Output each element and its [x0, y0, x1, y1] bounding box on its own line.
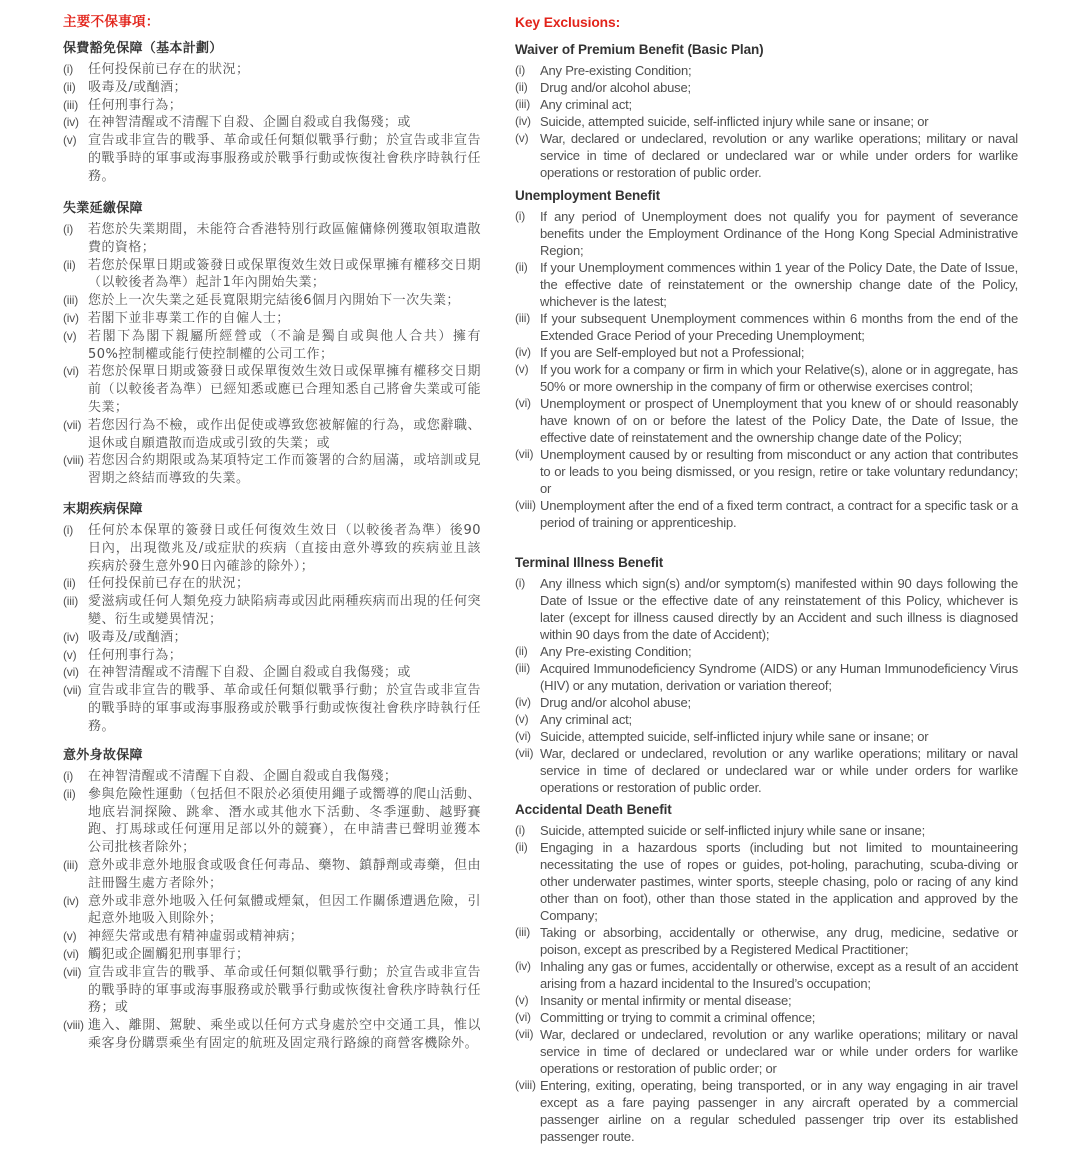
item-text: Unemployment or prospect of Unemployment that you knew of or should reasonably have known of on or before the latest of the Policy Date, the Date of Issue, the effective date of reinstatement and the ownership change date of the Policy;: [540, 396, 1018, 445]
exclusion-item: [515, 839, 1018, 924]
section-unemployment: [515, 187, 1018, 531]
exclusion-item: [515, 446, 1018, 497]
section-accidental-death: [515, 801, 1018, 1145]
exclusion-item: [515, 711, 1018, 728]
item-text: Drug and/or alcohol abuse;: [540, 695, 691, 710]
item-number: (i): [515, 576, 526, 590]
item-text: If you work for a company or firm in which your Relative(s), alone or in aggregate, has 50% or more ownership in the company of firm or otherwise exercises control;: [540, 362, 1018, 394]
item-text: 愛滋病或任何人類免疫力缺陷病毒或因此兩種疾病而出現的任何突變、衍生或變異情況；: [88, 594, 481, 627]
item-number: (iv): [63, 115, 79, 130]
item-text: Taking or absorbing, accidentally or otherwise, any drug, medicine, sedative or poison, except as prescribed by a Registered Medical Practitioner;: [540, 925, 1018, 957]
item-text: If any period of Unemployment does not qualify you for payment of severance benefits under the Employment Ordinance of the Hong Kong Special Administrative Region;: [540, 209, 1018, 258]
item-text: 若您於保單日期或簽發日或保單復效生效日或保單擁有權移交日期（以較後者為準）起計1年內開始失業；: [88, 257, 481, 291]
item-text: Acquired Immunodeficiency Syndrome (AIDS) or any Human Immunodeficiency Virus (HIV) or any mutation, derivation or variation thereof;: [540, 661, 1018, 693]
exclusion-item: [515, 497, 1018, 531]
item-number: (vii): [515, 746, 534, 760]
section-heading: Unemployment Benefit: [515, 188, 661, 203]
item-number: (ii): [515, 840, 528, 854]
section-heading: 保費豁免保障（基本計劃）: [63, 41, 223, 56]
item-text: Engaging in a hazardous sports (including but not limited to mountaineering necessitating the use of ropes or guides, pot-holing, parachuting, scuba-diving or other underwater pastimes, winter sports, steeple chasing, polo or racing of any kind other than on foot), other than those stated in the application and approved by the Company;: [540, 840, 1018, 923]
exclusion-item: [63, 664, 481, 682]
english-column: [515, 0, 1018, 1150]
item-text: 若您因合約期限或為某項特定工作而簽署的合約屆滿，或培訓或見習期之終結而導致的失業。: [88, 453, 481, 487]
item-number: (i): [63, 222, 74, 236]
item-text: 宣告或非宣告的戰爭、革命或任何類似戰爭行動；於宣告或非宣告的戰爭時的軍事或海事服務或於戰爭行動或恢復社會秩序時執行任務。: [88, 133, 481, 184]
exclusion-item: [515, 310, 1018, 344]
item-number: (iii): [63, 857, 78, 872]
exclusion-item: [63, 79, 481, 97]
section-heading: Waiver of Premium Benefit (Basic Plan): [515, 42, 764, 57]
item-number: (iv): [515, 114, 531, 128]
exclusion-item: [63, 114, 481, 132]
exclusion-item: [515, 822, 1018, 839]
item-text: Suicide, attempted suicide or self-inflicted injury while sane or insane;: [540, 823, 925, 838]
item-text: If your subsequent Unemployment commences within 6 months from the end of the Extended Grace Period of your Preceding Unemployment;: [540, 311, 1018, 343]
item-text: Insanity or mental infirmity or mental disease;: [540, 993, 792, 1008]
item-number: (vii): [63, 683, 82, 698]
item-number: (iii): [63, 97, 78, 112]
exclusion-list: [63, 221, 481, 488]
item-text: Unemployment after the end of a fixed term contract, a contract for a specific task or a period of training or apprenticeship.: [540, 498, 1018, 530]
section-terminal-illness-zh: [63, 501, 481, 736]
section-heading: 末期疾病保障: [63, 502, 143, 517]
item-number: (ii): [515, 260, 528, 274]
item-text: Inhaling any gas or fumes, accidentally or otherwise, except as a result of an accident arising from a hazard incidental to the Insured’s occupation;: [540, 959, 1018, 991]
section-accidental-death-zh: [63, 747, 481, 1053]
item-text: 若閣下為閣下親屬所經營或（不論是獨自或與他人合共）擁有50%控制權或能行使控制權的公司工作；: [88, 328, 481, 362]
exclusion-item: [63, 946, 481, 964]
item-text: 觸犯或企圖觸犯刑事罪行；: [88, 946, 250, 962]
exclusion-item: [515, 924, 1018, 958]
exclusion-item: [63, 417, 481, 453]
item-text: Committing or trying to commit a criminal offence;: [540, 1010, 816, 1025]
item-text: 意外或非意外地吸入任何氣體或煙氣，但因工作關係遭遇危險，引起意外地吸入則除外；: [88, 893, 481, 927]
exclusion-item: [515, 130, 1018, 181]
item-number: (viii): [515, 498, 536, 512]
item-text: 神經失常或患有精神虛弱或精神病；: [88, 929, 304, 945]
item-number: (vii): [63, 964, 82, 979]
item-number: (i): [63, 523, 74, 537]
item-number: (iv): [63, 893, 79, 908]
item-text: 任何刑事行為；: [88, 97, 183, 113]
exclusion-item: [63, 61, 481, 79]
item-number: (iv): [515, 695, 531, 709]
item-number: (ii): [515, 80, 528, 94]
section-waiver-of-premium: [515, 41, 1018, 181]
item-text: War, declared or undeclared, revolution or any warlike operations; military or naval service in time of declared or undeclared war or while under orders for warlike operations or restoration of public order.: [540, 746, 1018, 795]
item-number: (iii): [515, 311, 530, 325]
item-text: Any Pre-existing Condition;: [540, 644, 692, 659]
exclusion-item: [515, 208, 1018, 259]
item-number: (v): [63, 647, 77, 662]
item-text: Any Pre-existing Condition;: [540, 63, 692, 78]
exclusion-item: [515, 96, 1018, 113]
exclusion-item: [515, 575, 1018, 643]
item-number: (v): [63, 133, 77, 148]
item-number: (i): [515, 209, 526, 223]
exclusion-list: [515, 822, 1018, 1145]
exclusion-item: [515, 745, 1018, 796]
exclusion-item: [515, 992, 1018, 1009]
exclusion-list: [63, 522, 481, 736]
exclusion-item: [515, 361, 1018, 395]
exclusion-item: [515, 259, 1018, 310]
key-exclusions-title: Key Exclusions:: [515, 15, 621, 30]
exclusion-item: [63, 363, 481, 416]
exclusion-item: [515, 728, 1018, 745]
chinese-column: [63, 0, 481, 1150]
item-text: 在神智清醒或不清醒下自殺、企圖自殺或自我傷殘；或: [88, 665, 411, 681]
exclusion-item: [63, 857, 481, 893]
item-text: 任何投保前已存在的狀況；: [88, 62, 250, 77]
exclusion-item: [63, 1017, 481, 1053]
exclusion-item: [515, 113, 1018, 130]
exclusion-item: [63, 964, 481, 1017]
exclusion-item: [515, 643, 1018, 660]
item-number: (v): [63, 929, 77, 944]
item-number: (v): [63, 328, 77, 343]
exclusion-item: [63, 310, 481, 328]
item-text: 宣告或非宣告的戰爭、革命或任何類似戰爭行動；於宣告或非宣告的戰爭時的軍事或海事服務或於戰爭行動或恢復社會秩序時執行任務；或: [88, 964, 481, 1016]
exclusion-item: [515, 395, 1018, 446]
item-text: War, declared or undeclared, revolution or any warlike operations; military or naval service in time of declared or undeclared war or while under orders for warlike operations or restoration of public order; or: [540, 1027, 1018, 1076]
exclusion-list: [515, 208, 1018, 531]
item-number: (viii): [63, 1018, 84, 1033]
exclusion-item: [515, 958, 1018, 992]
item-number: (iii): [63, 293, 78, 308]
item-text: 若您於保單日期或簽發日或保單復效生效日或保單擁有權移交日期前（以較後者為準）已經知悉或應已合理知悉自己將會失業或可能失業；: [88, 364, 481, 415]
item-number: (iii): [515, 97, 530, 111]
item-number: (i): [515, 63, 526, 77]
exclusion-item: [515, 660, 1018, 694]
exclusion-item: [63, 452, 481, 488]
exclusion-list: [515, 575, 1018, 796]
item-text: 若您因行為不檢，或作出促使或導致您被解僱的行為，或您辭職、退休或自願遣散而造成或引致的失業；或: [88, 417, 481, 451]
exclusion-item: [515, 1009, 1018, 1026]
item-number: (vii): [515, 1027, 534, 1041]
item-number: (vi): [63, 946, 79, 961]
section-terminal-illness: [515, 554, 1018, 796]
item-text: Suicide, attempted suicide, self-inflicted injury while sane or insane; or: [540, 114, 929, 129]
exclusion-list: [63, 768, 481, 1053]
item-text: Any criminal act;: [540, 712, 632, 727]
exclusion-item: [63, 928, 481, 946]
item-number: (iv): [63, 310, 79, 325]
exclusion-item: [63, 575, 481, 593]
item-number: (iii): [63, 594, 78, 609]
item-text: Drug and/or alcohol abuse;: [540, 80, 691, 95]
item-number: (v): [515, 131, 529, 145]
exclusion-item: [515, 1077, 1018, 1145]
item-number: (ii): [515, 644, 528, 658]
section-heading: 失業延繳保障: [63, 201, 143, 216]
item-text: If your Unemployment commences within 1 year of the Policy Date, the Date of Issue, the effective date of reinstatement or the ownership change date of the Policy, whichever is the latest;: [540, 260, 1018, 309]
item-text: Suicide, attempted suicide, self-inflicted injury while sane or insane; or: [540, 729, 929, 744]
item-text: 吸毒及/或酗酒；: [88, 79, 187, 95]
item-number: (vi): [63, 364, 79, 379]
section-heading: 意外身故保障: [63, 748, 143, 763]
section-waiver-of-premium-zh: [63, 40, 481, 186]
exclusion-item: [63, 893, 481, 929]
item-text: 參與危險性運動（包括但不限於必須使用繩子或嚮導的爬山活動、地底岩洞探險、跳傘、潛水或其他水下活動、冬季運動、越野賽跑、打馬球或任何運用足部以外的競賽），在申請書已聲明並獲本公司批核者除外；: [88, 786, 481, 856]
item-text: Entering, exiting, operating, being transported, or in any way engaging in air travel except as a fare paying passenger in any aircraft operated by a commercial passenger airline on a regular scheduled passenger trip over its established passenger route.: [540, 1078, 1018, 1144]
exclusion-item: [515, 62, 1018, 79]
item-text: Any illness which sign(s) and/or symptom(s) manifested within 90 days following the Date of Issue or the effective date of any reinstatement of this Policy, whichever is later (except for illness caused directly by an Accident and such illness is diagnosed within 90 days from the date of Accident);: [540, 576, 1018, 642]
item-text: 在神智清醒或不清醒下自殺、企圖自殺或自我傷殘；或: [88, 115, 411, 131]
item-text: 若閣下並非專業工作的自僱人士；: [88, 310, 290, 326]
item-text: Any criminal act;: [540, 97, 632, 112]
item-number: (iii): [515, 661, 530, 675]
exclusion-item: [63, 786, 481, 857]
item-number: (viii): [63, 453, 84, 468]
exclusion-item: [515, 344, 1018, 361]
exclusion-item: [515, 694, 1018, 711]
item-text: 任何投保前已存在的狀況；: [88, 576, 250, 592]
item-number: (ii): [63, 786, 76, 801]
exclusion-item: [63, 221, 481, 257]
item-number: (vii): [515, 447, 534, 461]
item-number: (vi): [63, 665, 79, 680]
item-text: If you are Self-employed but not a Professional;: [540, 345, 805, 360]
exclusion-item: [63, 629, 481, 647]
item-number: (i): [63, 62, 74, 76]
exclusion-item: [63, 647, 481, 665]
exclusion-item: [515, 79, 1018, 96]
item-number: (iv): [63, 629, 79, 644]
exclusion-list: [515, 62, 1018, 181]
exclusion-item: [63, 768, 481, 786]
item-number: (ii): [63, 257, 76, 272]
item-number: (ii): [63, 576, 76, 591]
item-number: (v): [515, 993, 529, 1007]
key-exclusions-title-zh: 主要不保事項：: [63, 14, 160, 30]
item-text: 任何於本保單的簽發日或任何復效生效日（以較後者為準）後90日內，出現徵兆及/或症狀的疾病（直接由意外導致的疾病並且該疾病於發生意外90日內確診的除外）；: [88, 523, 481, 574]
item-number: (vi): [515, 729, 531, 743]
item-number: (ii): [63, 79, 76, 94]
section-heading: Terminal Illness Benefit: [515, 555, 664, 570]
item-number: (i): [63, 769, 74, 783]
exclusion-item: [63, 328, 481, 364]
item-number: (iv): [515, 959, 531, 973]
item-number: (vi): [515, 1010, 531, 1024]
item-number: (v): [515, 712, 529, 726]
item-text: 若您於失業期間，未能符合香港特別行政區僱傭條例獲取領取遣散費的資格；: [88, 222, 481, 255]
exclusion-list: [63, 61, 481, 186]
item-number: (iii): [515, 925, 530, 939]
exclusion-item: [63, 593, 481, 629]
section-heading: Accidental Death Benefit: [515, 802, 672, 817]
exclusion-item: [63, 132, 481, 185]
exclusion-item: [63, 522, 481, 575]
item-text: 您於上一次失業之延長寬限期完結後6個月內開始下一次失業；: [88, 293, 460, 309]
item-number: (viii): [515, 1078, 536, 1092]
item-text: Unemployment caused by or resulting from misconduct or any action that contributes to or leads to you being dismissed, or you resign, retire or take voluntary redundancy; or: [540, 447, 1018, 496]
section-unemployment-zh: [63, 200, 481, 488]
item-number: (iv): [515, 345, 531, 359]
item-text: 吸毒及/或酗酒；: [88, 629, 187, 645]
exclusion-item: [515, 1026, 1018, 1077]
item-text: 宣告或非宣告的戰爭、革命或任何類似戰爭行動；於宣告或非宣告的戰爭時的軍事或海事服務或於戰爭行動或恢復社會秩序時執行任務。: [88, 683, 481, 734]
exclusion-item: [63, 257, 481, 293]
item-text: 意外或非意外地服食或吸食任何毒品、藥物、鎮靜劑或毒藥，但由註冊醫生處方者除外；: [88, 857, 481, 891]
item-text: 進入、離開、駕駛、乘坐或以任何方式身處於空中交通工具，惟以乘客身份購票乘坐有固定的航班及固定飛行路線的商營客機除外。: [88, 1018, 481, 1051]
item-number: (vi): [515, 396, 531, 410]
item-text: War, declared or undeclared, revolution or any warlike operations; military or naval service in time of declared or undeclared war or while under orders for warlike operations or restoration of public order.: [540, 131, 1018, 180]
item-number: (vii): [63, 417, 82, 432]
item-number: (v): [515, 362, 529, 376]
exclusion-item: [63, 292, 481, 310]
item-number: (i): [515, 823, 526, 837]
exclusion-item: [63, 97, 481, 115]
item-text: 在神智清醒或不清醒下自殺、企圖自殺或自我傷殘；: [88, 769, 398, 784]
item-text: 任何刑事行為；: [88, 647, 183, 663]
exclusion-item: [63, 682, 481, 735]
